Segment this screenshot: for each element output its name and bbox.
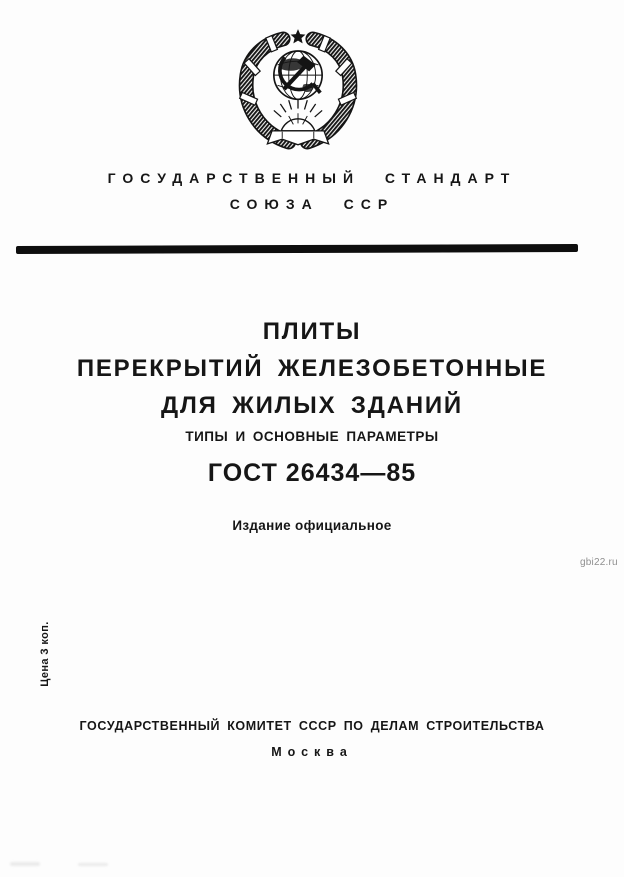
ussr-coat-of-arms-icon — [233, 26, 363, 154]
site-watermark: gbi22.ru — [580, 557, 618, 568]
org-name-line1: ГОСУДАРСТВЕННЫЙ СТАНДАРТ — [107, 170, 517, 186]
document-title — [0, 313, 624, 424]
title-line-3: ДЛЯ ЖИЛЫХ ЗДАНИЙ — [161, 392, 463, 419]
divider-bar — [16, 244, 578, 254]
price-note: Цена 3 коп. — [39, 621, 51, 687]
publisher-line: ГОСУДАРСТВЕННЫЙ КОМИТЕТ СССР ПО ДЕЛАМ СТРОИТЕЛЬСТВА — [79, 719, 545, 733]
scan-artifact — [10, 862, 40, 866]
title-line-1: ПЛИТЫ — [262, 318, 362, 345]
edition-note: Издание официальное — [232, 518, 392, 533]
document-subtitle: ТИПЫ И ОСНОВНЫЕ ПАРАМЕТРЫ — [185, 429, 439, 444]
org-name-line2: СОЮЗА ССР — [229, 196, 395, 212]
title-line-2: ПЕРЕКРЫТИЙ ЖЕЛЕЗОБЕТОННЫЕ — [76, 355, 548, 382]
scan-artifact — [78, 863, 108, 866]
city-line: Москва — [271, 745, 353, 759]
standard-number: ГОСТ 26434—85 — [207, 459, 417, 487]
